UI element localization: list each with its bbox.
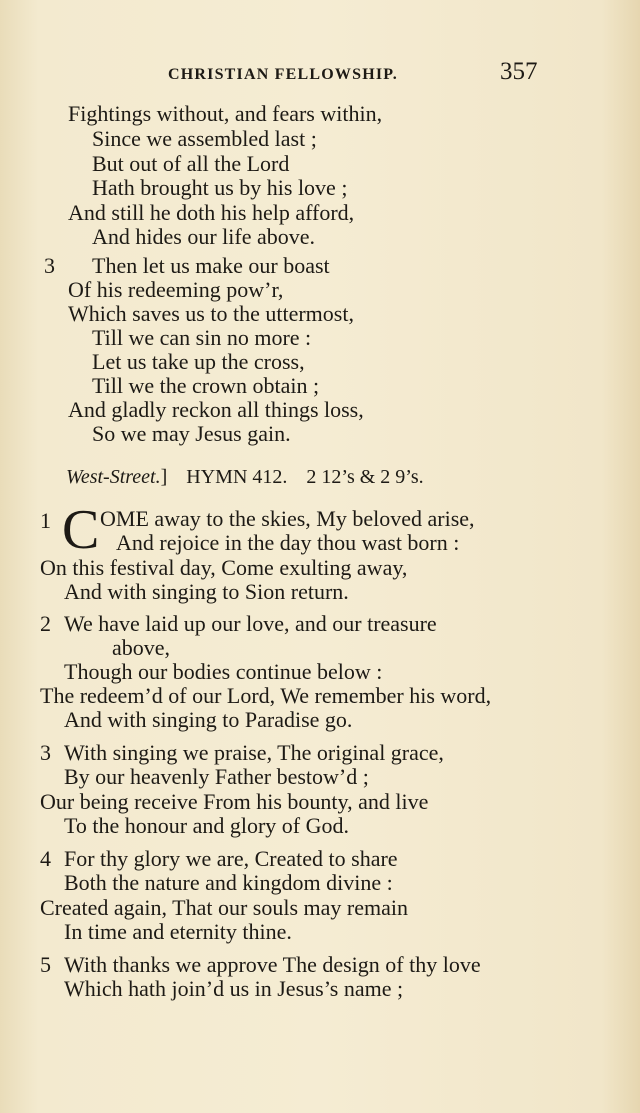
- verse-line: With singing we praise, The original grace,: [64, 740, 444, 765]
- stanza-line: Since we assembled last ;: [92, 126, 317, 151]
- verse-line: above,: [112, 635, 171, 660]
- bracket: ]: [160, 466, 168, 488]
- verse-line: Created again, That our souls may remain: [40, 895, 408, 920]
- verse-line: For thy glory we are, Created to share: [64, 846, 398, 871]
- verse-line: And with singing to Sion return.: [64, 579, 349, 604]
- stanza-line: But out of all the Lord: [92, 151, 290, 176]
- verse-line: We have laid up our love, and our treasure: [64, 611, 437, 636]
- stanza-line: Till we the crown obtain ;: [92, 373, 320, 398]
- verse-line: By our heavenly Father bestow’d ;: [64, 764, 369, 789]
- verse-number: 1: [40, 508, 51, 533]
- hymn-meter: 2 12’s & 2 9’s.: [306, 466, 424, 488]
- stanza-line: Fightings without, and fears within,: [68, 101, 383, 126]
- stanza-line: And gladly reckon all things loss,: [68, 397, 364, 422]
- stanza-line: Of his redeeming pow’r,: [68, 277, 284, 302]
- tune-name: West-Street.: [66, 466, 161, 488]
- verse-line: The redeem’d of our Lord, We remember his word,: [40, 683, 492, 708]
- verse-line: On this festival day, Come exulting away,: [40, 555, 408, 580]
- verse-line: And rejoice in the day thou wast born :: [116, 530, 460, 555]
- verse-line: Which hath join’d us in Jesus’s name ;: [64, 976, 404, 1001]
- stanza-line: Which saves us to the uttermost,: [68, 301, 354, 326]
- stanza-line: So we may Jesus gain.: [92, 421, 291, 446]
- stanza-line: Till we can sin no more :: [92, 325, 312, 350]
- verse-line: In time and eternity thine.: [64, 919, 292, 944]
- verse-number: 4: [40, 846, 51, 871]
- verse-line: And with singing to Paradise go.: [64, 707, 353, 732]
- verse-line: Both the nature and kingdom divine :: [64, 870, 393, 895]
- verse-line: With thanks we approve The design of thy love: [64, 952, 481, 977]
- stanza-line: Then let us make our boast: [92, 253, 330, 278]
- stanza-number: 3: [44, 253, 55, 278]
- verse-line: OME away to the skies, My beloved arise,: [100, 506, 475, 531]
- verse-line: Though our bodies continue below :: [64, 659, 383, 684]
- verse-number: 2: [40, 611, 51, 636]
- stanza-line: And still he doth his help afford,: [68, 200, 355, 225]
- hymn-title: HYMN 412.: [186, 466, 288, 488]
- stanza-line: And hides our life above.: [92, 224, 315, 249]
- stanza-line: Hath brought us by his love ;: [92, 175, 348, 200]
- verse-number: 3: [40, 740, 51, 765]
- page-header: [0, 58, 640, 92]
- verse-line: Our being receive From his bounty, and live: [40, 789, 429, 814]
- stanza-line: Let us take up the cross,: [92, 349, 305, 374]
- page-number: 357: [500, 58, 538, 85]
- running-title: CHRISTIAN FELLOWSHIP.: [168, 66, 398, 83]
- drop-cap: C: [62, 499, 100, 561]
- verse-line: To the honour and glory of God.: [64, 813, 350, 838]
- hymn-heading: [66, 466, 424, 489]
- verse-number: 5: [40, 952, 51, 977]
